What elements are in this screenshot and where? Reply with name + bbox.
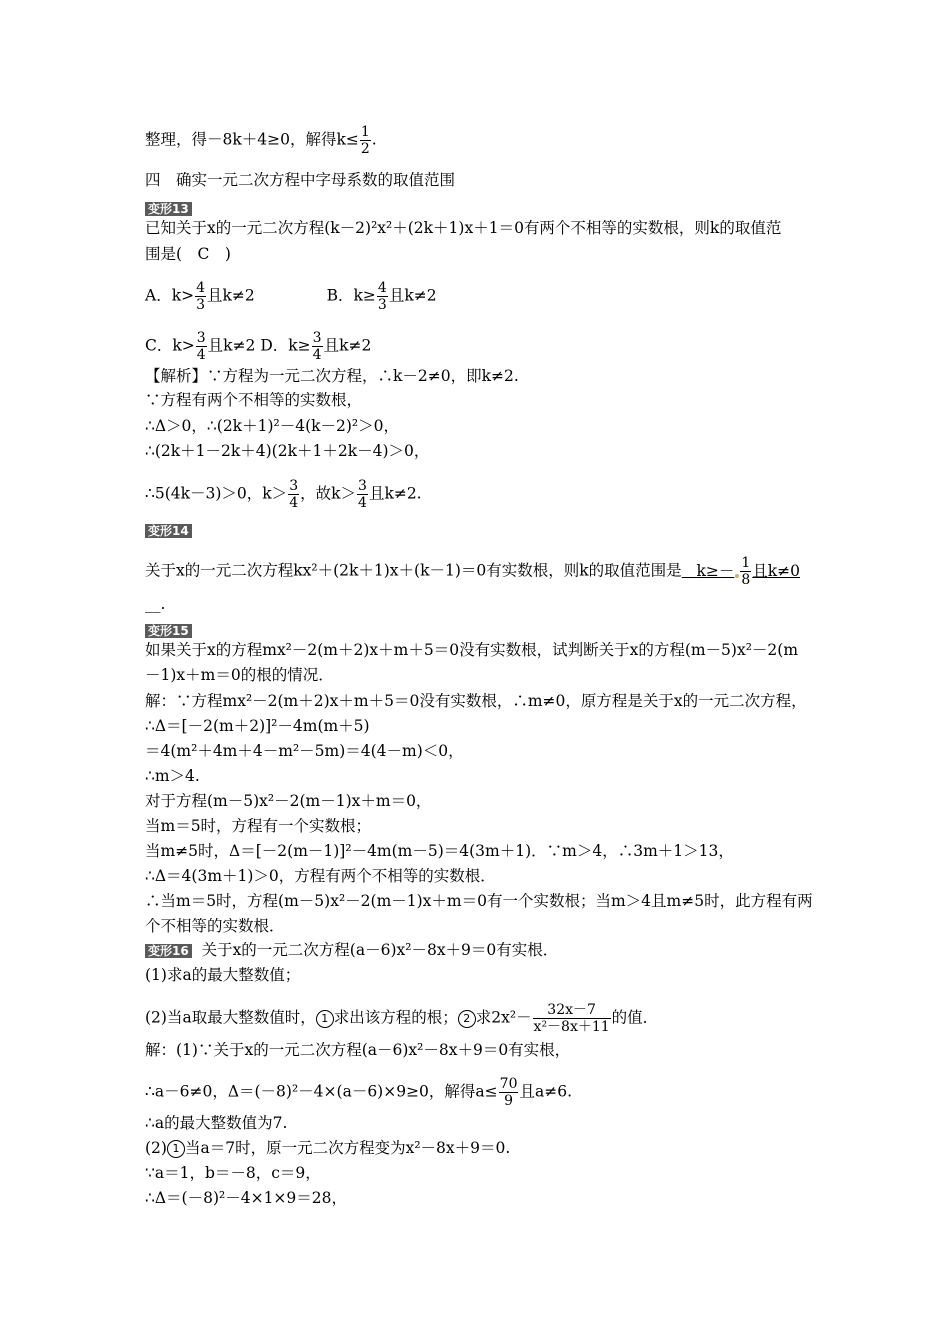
option-a: A．k> — [145, 286, 195, 305]
section-heading: 四 确实一元二次方程中字母系数的取值范围 — [145, 171, 456, 189]
text-line: 整理，得－8k＋4≥0，解得k≤ $\frac{1}{2}$ . — [145, 124, 377, 157]
answer-blank: k≥－ $\frac{1}{8}$ 且k≠0 — [696, 555, 800, 588]
text-line: 已知关于x的一元二次方程(k－2)²x²＋(2k＋1)x＋1＝0有两个不相等的实数根，则k的取值范 — [145, 219, 782, 237]
text-line: －1)x＋m＝0的根的情况． — [145, 666, 334, 684]
variant-tag: 变形16 — [145, 944, 192, 958]
text-line: (2) 1 当a＝7时，原一元二次方程变为x²－8x＋9＝0. — [145, 1139, 511, 1157]
circled-number: 2 — [458, 1010, 476, 1028]
text-line: ∴Δ＝(－8)²－4×1×9＝28， — [145, 1189, 348, 1207]
text-line: ∴Δ＝4(3m＋1)＞0，方程有两个不相等的实数根． — [145, 867, 496, 885]
fraction: $\frac{32x-7}{\text{x²－8x＋11}}$ — [533, 1002, 610, 1035]
variant-tag: 变形14 — [145, 520, 192, 540]
text-line: ∴a的最大整数值为7. — [145, 1114, 288, 1132]
option-c: C．k> — [145, 336, 195, 355]
text-line: 变形16 关于x的一元二次方程(a－6)x²－8x＋9＝0有实根． — [145, 940, 558, 960]
text-line: 解：∵方程mx²－2(m＋2)x＋m＋5＝0没有实数根，∴m≠0，原方程是关于x的一元二次方程， — [145, 692, 807, 710]
option-row: C．k> $\frac{3}{4}$ 且k≠2 D．k≥ $\frac{3}{4}$ 且k≠2 — [145, 330, 372, 363]
text-line: ∴5(4k－3)＞0，k＞ $\frac{3}{4}$ ，故k＞ $\frac{3}{4}$ 且k≠2. — [145, 478, 422, 511]
option-d: D．k≥ — [260, 336, 311, 355]
text-line: 当m≠5时，Δ＝[－2(m－1)]²－4m(m－5)＝4(3m＋1)．∵m＞4，∴3m＋1＞13， — [145, 842, 734, 860]
text-line: 个不相等的实数根． — [145, 917, 285, 935]
text-line: 当m＝5时，方程有一个实数根； — [145, 817, 372, 835]
circled-number: 1 — [316, 1010, 334, 1028]
line-text: 整理，得－8k＋4≥0，解得k≤ — [145, 130, 359, 149]
text-line: 解：(1)∵关于x的一元二次方程(a－6)x²－8x＋9＝0有实根， — [145, 1041, 571, 1059]
analysis-line: 【解析】∵方程为一元二次方程，∴k－2≠0，即k≠2. — [145, 367, 519, 385]
text-line: ∴Δ＞0，∴(2k＋1)²－4(k－2)²＞0， — [145, 417, 399, 435]
fraction: $\frac{1}{2}$ — [360, 124, 370, 157]
text-line: ∴当m＝5时，方程(m－5)x²－2(m－1)x＋m＝0有一个实数根；当m＞4且m≠5时，此方程有两 — [145, 892, 813, 910]
text-line: ∴(2k＋1－2k＋4)(2k＋1＋2k－4)＞0， — [145, 442, 430, 460]
text-line: 关于x的一元二次方程kx²＋(2k＋1)x＋(k－1)＝0有实数根，则k的取值范围是 k≥－ $\frac{1}{8}$ 且k≠0 — [145, 555, 800, 588]
circled-number: 1 — [167, 1140, 185, 1158]
variant-tag: 变形13 — [145, 198, 192, 218]
variant-tag: 变形15 — [145, 620, 192, 640]
text-line: ∵a＝1，b＝－8，c＝9， — [145, 1164, 321, 1182]
option-b: B．k≥ — [326, 286, 376, 305]
text-line: ∴Δ＝[－2(m＋2)]²－4m(m＋5) — [145, 717, 370, 735]
text-line: __. — [145, 595, 166, 613]
text-line: 对于方程(m－5)x²－2(m－1)x＋m＝0， — [145, 792, 432, 810]
text-line: ∵方程有两个不相等的实数根， — [145, 391, 363, 409]
text-line: ∴a－6≠0，Δ＝(－8)²－4×(a－6)×9≥0，解得a≤ $\frac{70}{9}$ 且a≠6. — [145, 1076, 573, 1109]
text-line: 如果关于x的方程mx²－2(m＋2)x＋m＋5＝0没有实数根，试判断关于x的方程(m－5)x²－2(m — [145, 641, 799, 659]
text-line: (2)当a取最大整数值时， 1 求出该方程的根； 2 求2x²－ $\frac{32x-7}{\text{x²－8x＋11}}$ 的值． — [145, 1002, 659, 1035]
text-line: 围是( C ) — [145, 245, 231, 263]
option-row: A．k> $\frac{4}{3}$ 且k≠2 B．k≥ $\frac{4}{3}$ 且k≠2 — [145, 280, 437, 313]
text-line: ∴m＞4. — [145, 767, 200, 785]
text-line: ＝4(m²＋4m＋4－m²－5m)＝4(4－m)＜0， — [145, 742, 464, 760]
text-line: (1)求a的最大整数值； — [145, 966, 301, 984]
